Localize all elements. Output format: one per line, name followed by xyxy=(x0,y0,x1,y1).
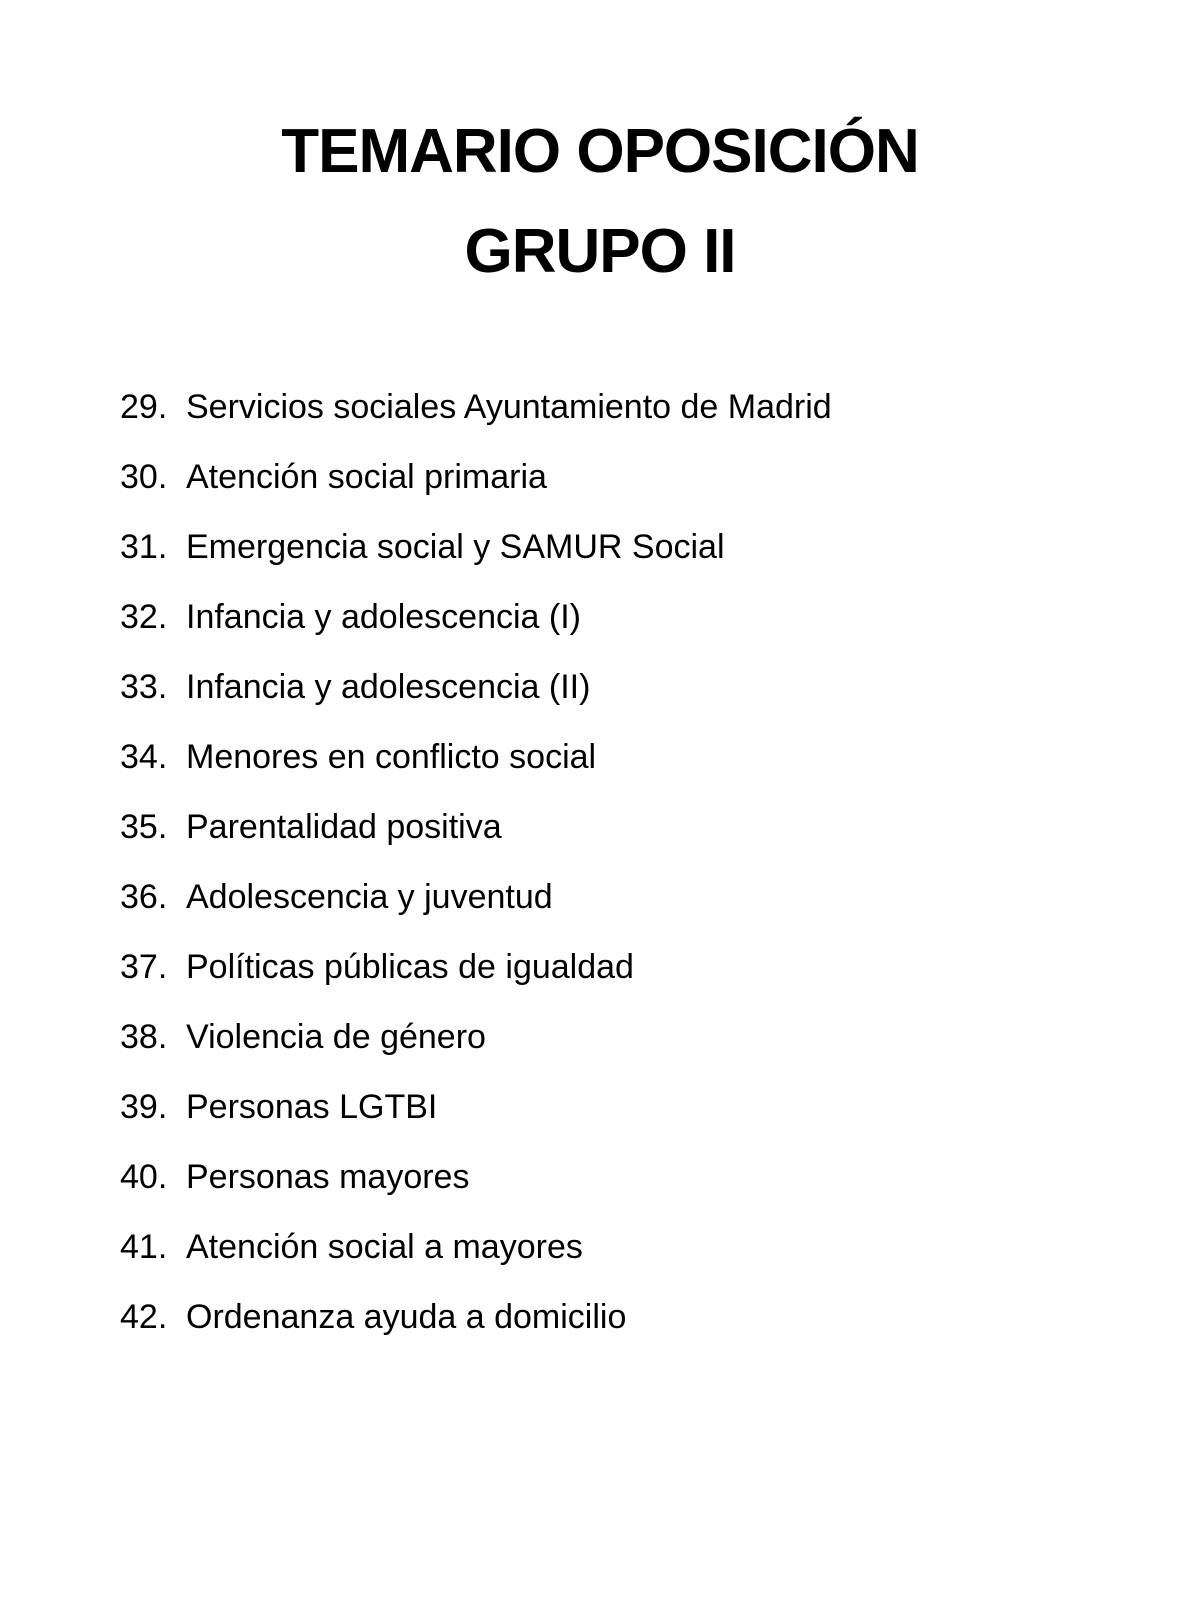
item-label: Infancia y adolescencia (I) xyxy=(186,597,581,636)
document-title xyxy=(0,42,1200,302)
list-item xyxy=(120,652,1140,722)
item-label: Infancia y adolescencia (II) xyxy=(186,667,591,706)
item-number: 39. xyxy=(120,1087,168,1126)
item-number: 30. xyxy=(120,457,168,496)
item-label: Ordenanza ayuda a domicilio xyxy=(186,1297,627,1336)
list-item xyxy=(120,1002,1140,1072)
list-item xyxy=(120,862,1140,932)
list-item xyxy=(120,1072,1140,1142)
topic-list xyxy=(120,372,1140,1352)
item-number: 40. xyxy=(120,1157,168,1196)
item-number: 34. xyxy=(120,737,168,776)
item-label: Servicios sociales Ayuntamiento de Madrid xyxy=(186,387,832,426)
item-number: 36. xyxy=(120,877,168,916)
item-number: 33. xyxy=(120,667,168,706)
item-label: Personas LGTBI xyxy=(186,1087,438,1126)
item-number: 31. xyxy=(120,527,168,566)
list-item xyxy=(120,722,1140,792)
list-item xyxy=(120,372,1140,442)
item-label: Menores en conflicto social xyxy=(186,737,597,776)
list-item xyxy=(120,792,1140,862)
item-label: Atención social a mayores xyxy=(186,1227,583,1266)
item-number: 38. xyxy=(120,1017,168,1056)
item-number: 37. xyxy=(120,947,168,986)
item-label: Violencia de género xyxy=(186,1017,486,1056)
document-title-line2: GRUPO II xyxy=(464,216,736,286)
item-label: Adolescencia y juventud xyxy=(186,877,553,916)
item-label: Parentalidad positiva xyxy=(186,807,502,846)
item-number: 29. xyxy=(120,387,168,426)
list-item xyxy=(120,1142,1140,1212)
item-number: 42. xyxy=(120,1297,168,1336)
document-title-line1: TEMARIO OPOSICIÓN xyxy=(281,116,919,186)
list-item xyxy=(120,1282,1140,1352)
list-item xyxy=(120,1212,1140,1282)
item-label: Personas mayores xyxy=(186,1157,470,1196)
list-item xyxy=(120,932,1140,1002)
item-label: Emergencia social y SAMUR Social xyxy=(186,527,725,566)
item-label: Políticas públicas de igualdad xyxy=(186,947,634,986)
list-item xyxy=(120,512,1140,582)
item-label: Atención social primaria xyxy=(186,457,547,496)
item-number: 32. xyxy=(120,597,168,636)
list-item xyxy=(120,582,1140,652)
item-number: 35. xyxy=(120,807,168,846)
item-number: 41. xyxy=(120,1227,168,1266)
list-item xyxy=(120,442,1140,512)
